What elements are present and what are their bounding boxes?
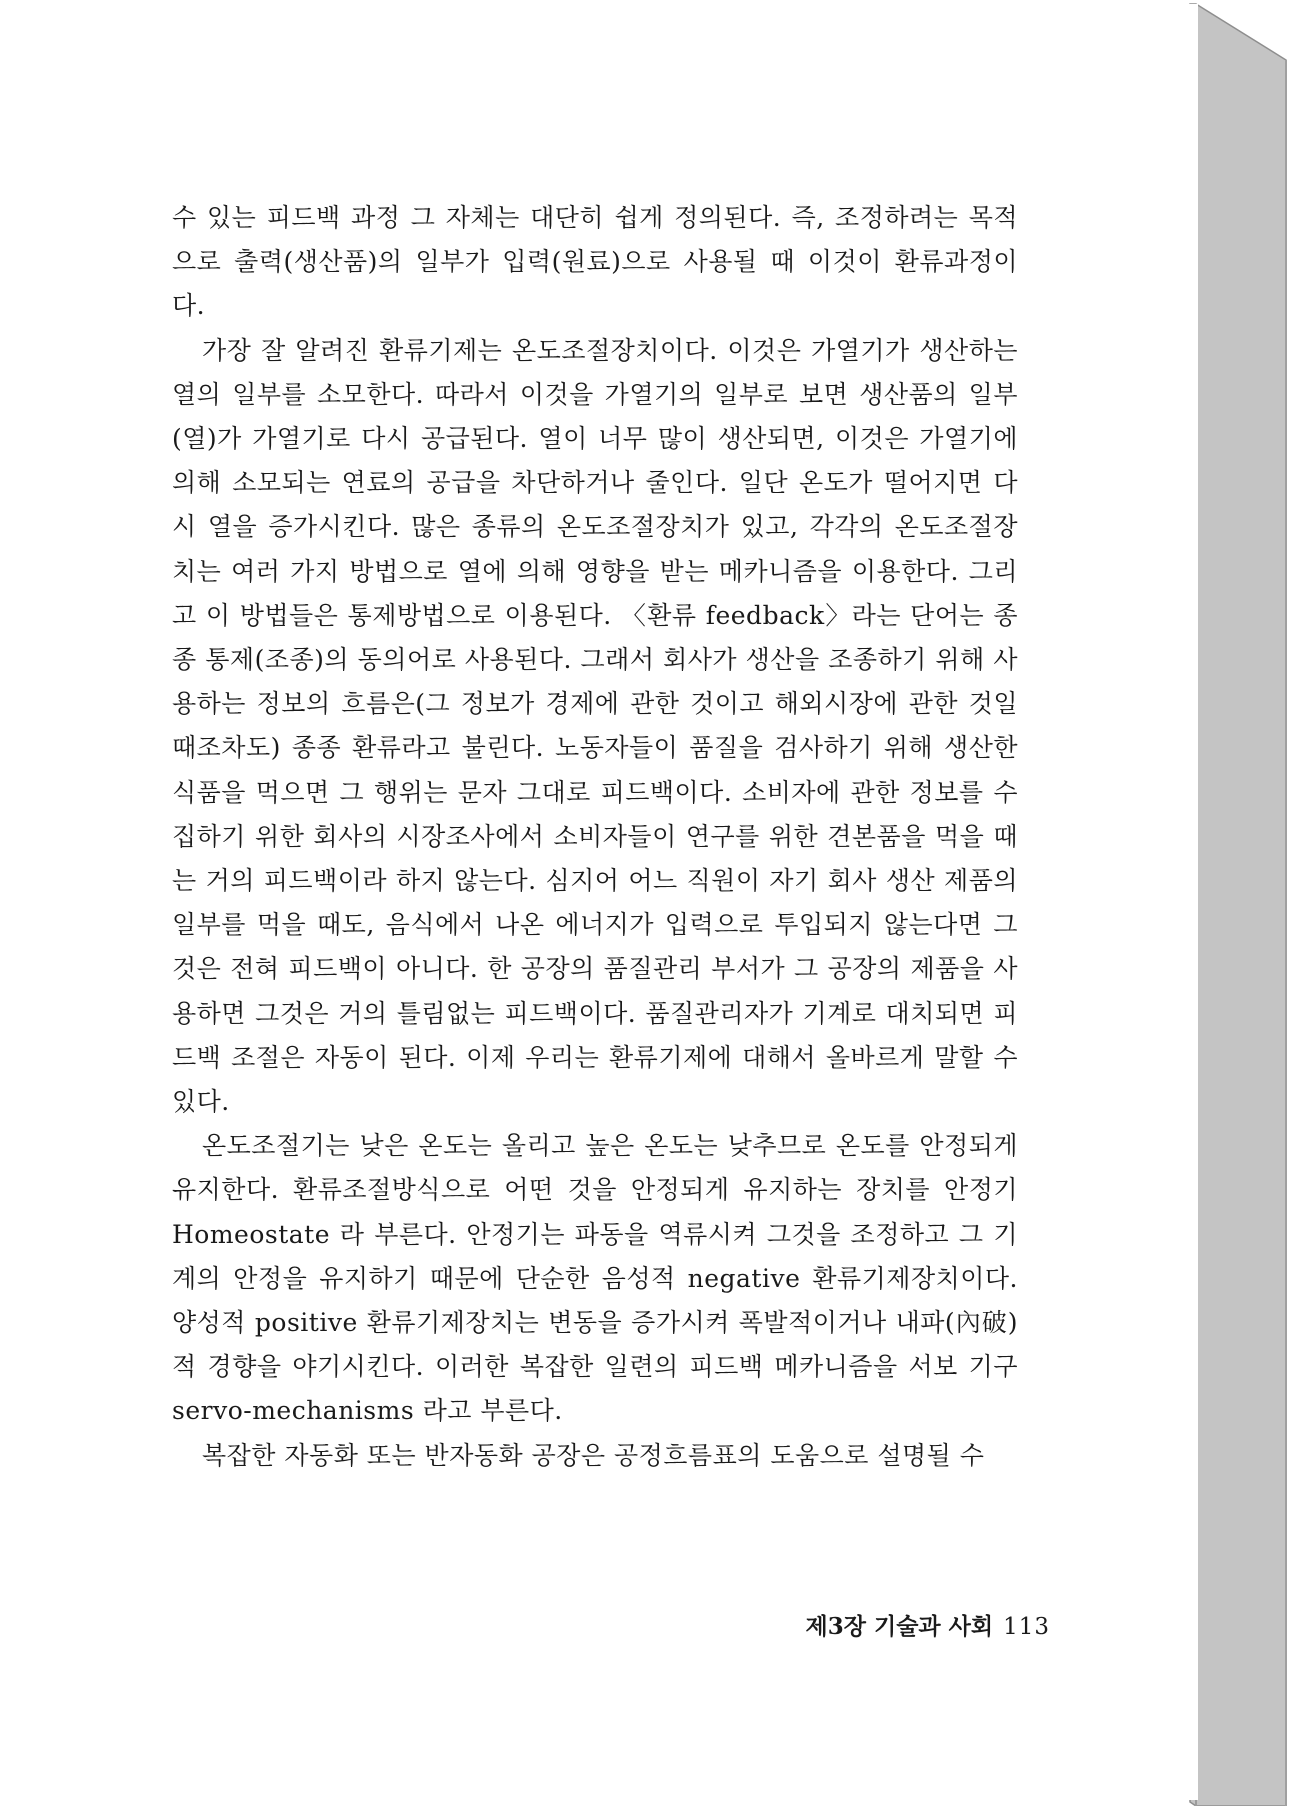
body-text (172, 196, 1018, 1478)
paragraph-1: 수 있는 피드백 과정 그 자체는 대단히 쉽게 정의된다. 즉, 조정하려는 목적으로 출력(생산품)의 일부가 입력(원료)으로 사용될 때 이것이 환류과정이다. (172, 203, 1018, 321)
paragraph-3: 온도조절기는 낮은 온도는 올리고 높은 온도는 낮추므로 온도를 안정되게 유지한다. 환류조절방식으로 어떤 것을 안정되게 유지하는 장치를 안정기 Homeostate 라 부른다. 안정기는 파동을 역류시켜 그것을 조정하고 그 기계의 안정을 유지하기 때문에 단순한 음성적 negative 환류기제장치이다. 양성적 positive 환류기제장치는 변동을 증가시켜 폭발적이거나 내파(內破)적 경향을 야기시킨다. 이러한 복잡한 일련의 피드백 메카니즘을 서보 기구 servo-mechanisms 라고 부른다. (172, 1131, 1018, 1426)
page-number: 113 (1003, 1614, 1050, 1640)
paragraph-4: 복잡한 자동화 또는 반자동화 공장은 공정흐름표의 도움으로 설명될 수 (202, 1440, 985, 1470)
paragraph-2: 가장 잘 알려진 환류기제는 온도조절장치이다. 이것은 가열기가 생산하는 열의 일부를 소모한다. 따라서 이것을 가열기의 일부로 보면 생산품의 일부(열)가 가열기로 다시 공급된다. 열이 너무 많이 생산되면, 이것은 가열기에 의해 소모되는 연료의 공급을 차단하거나 줄인다. 일단 온도가 떨어지면 다시 열을 증가시킨다. 많은 종류의 온도조절장치가 있고, 각각의 온도조절장치는 여러 가지 방법으로 열에 의해 영향을 받는 메카니즘을 이용한다. 그리고 이 방법들은 통제방법으로 이용된다. 〈환류 feedback〉라는 단어는 종종 통제(조종)의 동의어로 사용된다. 그래서 회사가 생산을 조종하기 위해 사용하는 정보의 흐름은(그 정보가 경제에 관한 것이고 해외시장에 관한 것일 때조차도) 종종 환류라고 불린다. 노동자들이 품질을 검사하기 위해 생산한 식품을 먹으면 그 행위는 문자 그대로 피드백이다. 소비자에 관한 정보를 수집하기 위한 회사의 시장조사에서 소비자들이 연구를 위한 견본품을 먹을 때는 거의 피드백이라 하지 않는다. 심지어 어느 직원이 자기 회사 생산 제품의 일부를 먹을 때도, 음식에서 나온 에너지가 입력으로 투입되지 않는다면 그것은 전혀 피드백이 아니다. 한 공장의 품질관리 부서가 그 공장의 제품을 사용하면 그것은 거의 틀림없는 피드백이다. 품질관리자가 기계로 대치되면 피드백 조절은 자동이 된다. 이제 우리는 환류기제에 대해서 올바르게 말할 수 있다. (172, 335, 1018, 1117)
chapter-title: 제3장 기술과 사회 (805, 1613, 994, 1640)
page-footer (770, 1608, 1050, 1641)
